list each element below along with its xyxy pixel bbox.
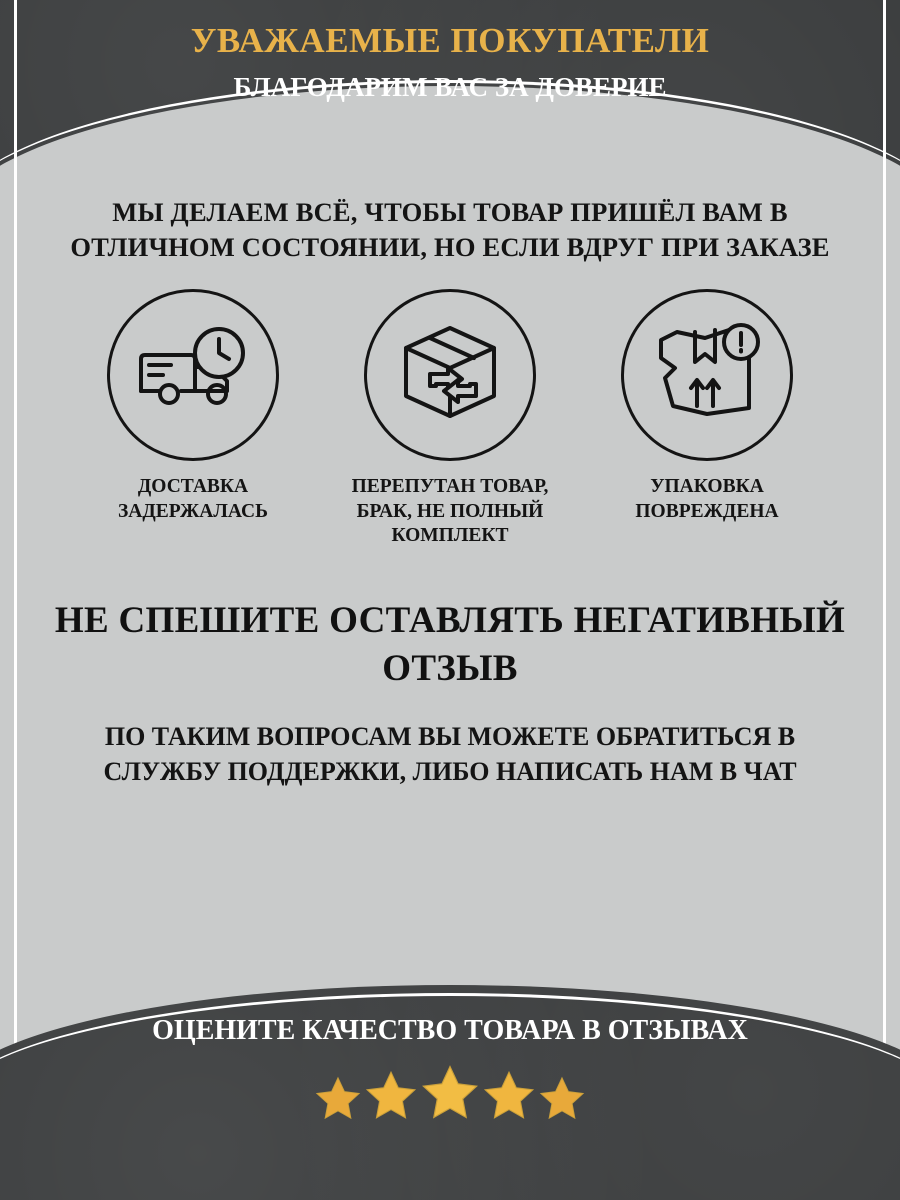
star-icon[interactable]	[483, 1069, 535, 1126]
star-icon[interactable]	[539, 1075, 585, 1126]
issue-item	[68, 289, 318, 524]
delivery-truck-clock-icon	[133, 323, 253, 428]
damaged-package-icon	[647, 318, 767, 433]
header-subtitle: БЛАГОДАРИМ ВАС ЗА ДОВЕРИЕ	[233, 71, 667, 102]
icon-circle	[621, 289, 793, 461]
page-title: УВАЖАЕМЫЕ ПОКУПАТЕЛИ	[190, 21, 710, 60]
star-icon[interactable]	[421, 1063, 479, 1126]
star-icon[interactable]	[365, 1069, 417, 1126]
icon-circle	[364, 289, 536, 461]
main-content	[40, 195, 860, 789]
issue-item	[325, 289, 575, 548]
lead-paragraph: МЫ ДЕЛАЕМ ВСЁ, ЧТОБЫ ТОВАР ПРИШЁЛ ВАМ В ОТЛИЧНОМ СОСТОЯНИИ, НО ЕСЛИ ВДРУГ ПРИ ЗАКАЗЕ	[70, 197, 830, 263]
star-icon[interactable]	[315, 1075, 361, 1126]
support-instructions: ПО ТАКИМ ВОПРОСАМ ВЫ МОЖЕТЕ ОБРАТИТЬСЯ В СЛУЖБУ ПОДДЕРЖКИ, ЛИБО НАПИСАТЬ НАМ В ЧАТ	[103, 721, 797, 786]
footer-text-block	[0, 1013, 900, 1126]
rating-stars[interactable]	[0, 1063, 900, 1126]
footer-band	[0, 985, 900, 1200]
issue-item	[582, 289, 832, 524]
issue-icons-row	[40, 289, 860, 548]
issue-caption: ПЕРЕПУТАН ТОВАР, БРАК, НЕ ПОЛНЫЙ КОМПЛЕКТ	[351, 476, 549, 547]
headline: НЕ СПЕШИТЕ ОСТАВЛЯТЬ НЕГАТИВНЫЙ ОТЗЫВ	[54, 599, 846, 689]
box-exchange-arrows-icon	[390, 318, 510, 433]
footer-title: ОЦЕНИТЕ КАЧЕСТВО ТОВАРА В ОТЗЫВАХ	[152, 1015, 748, 1046]
icon-circle	[107, 289, 279, 461]
header-text-block	[0, 22, 900, 104]
issue-caption: ДОСТАВКА ЗАДЕРЖАЛАСЬ	[117, 476, 268, 522]
issue-caption: УПАКОВКА ПОВРЕЖДЕНА	[635, 476, 779, 522]
